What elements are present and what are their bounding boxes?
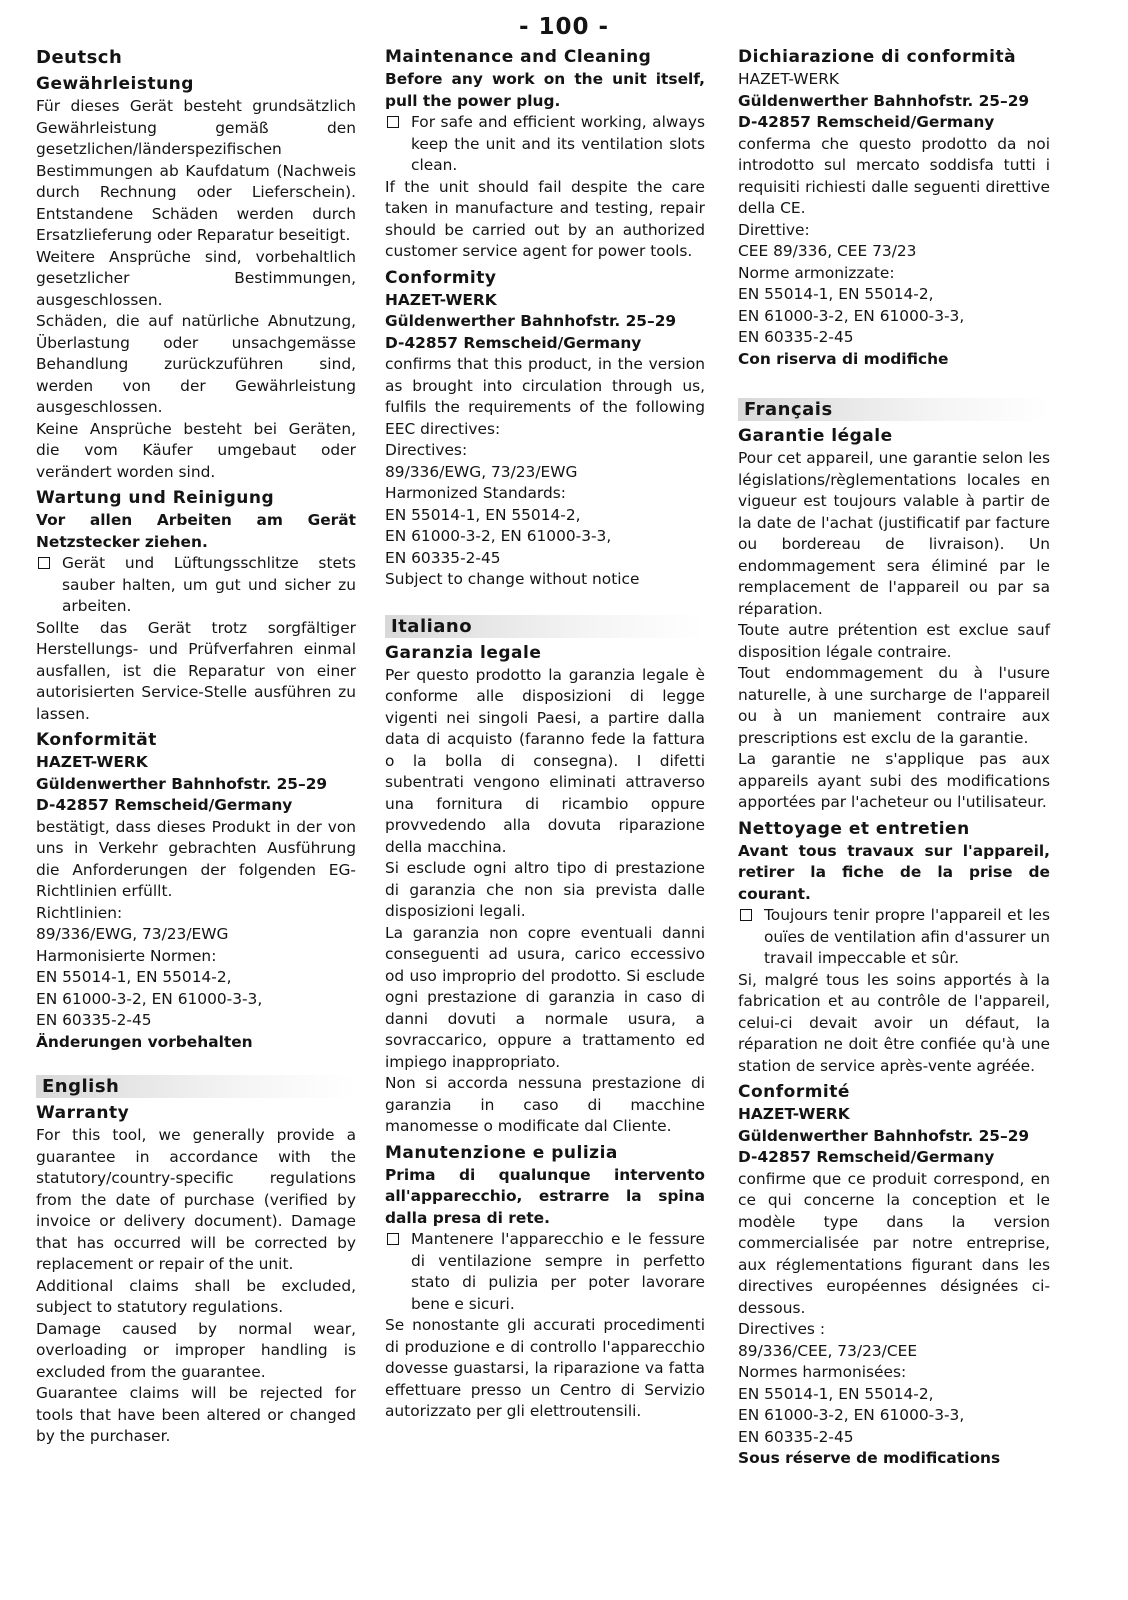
maintenance-bullet-text-fr: Toujours tenir propre l'appareil et les ouïes de ventilation afin d'assurer un travail impeccable et sûr. (764, 906, 1050, 967)
warranty-heading-fr: Garantie légale (738, 426, 893, 446)
maintenance-heading-en: Maintenance and Cleaning (385, 47, 652, 67)
company-city-fr: D-42857 Remscheid/Germany (738, 1148, 995, 1166)
conformity-heading-it: Dichiarazione di conformità (738, 47, 1017, 67)
column-middle (385, 46, 705, 1423)
company-name-it: HAZET-WERK (738, 70, 840, 88)
section-deutsch (36, 46, 356, 1053)
warranty-paragraph-it-2: Si esclude ogni altro tipo di prestazione di garanzia che non sia prevista dalle disposizioni legali. (385, 859, 705, 920)
warranty-paragraph-fr-4: La garantie ne s'applique pas aux appareils ayant subi des modifications apportées par l'acheteur ou l'utilisateur. (738, 750, 1050, 811)
maintenance-bullet-en (385, 112, 705, 177)
company-name-fr: HAZET-WERK (738, 1105, 850, 1123)
conformity-heading-en: Conformity (385, 267, 497, 288)
section-italiano-conformity (738, 46, 1050, 370)
language-heading-english: English (36, 1075, 356, 1098)
warranty-paragraph-fr-1: Pour cet appareil, une garantie selon les législations/règlementations locales en vigueur est toujours valable à partir de la date de l'achat (justificatif par facture ou bordereau de livraison). Un endommagement sera éliminé par le remplacement de l'appareil ou par sa réparation. (738, 449, 1050, 618)
language-heading-italiano: Italiano (385, 615, 705, 638)
maintenance-bullet-text-en: For safe and efficient working, always keep the unit and its ventilation slots clean. (411, 113, 705, 174)
maintenance-heading-it: Manutenzione e pulizia (385, 1142, 618, 1163)
maintenance-paragraph-de: Sollte das Gerät trotz sorgfältiger Herstellungs- und Prüfverfahren einmal ausfallen, ist die Reparatur von einer autorisierten Service-Stelle ausführen zu lassen. (36, 618, 356, 723)
section-english-continued (385, 46, 705, 591)
spacer (36, 1053, 356, 1065)
standards-line-en-1: EN 55014-1, EN 55014-2, (385, 505, 581, 524)
warranty-paragraph-it-1: Per questo prodotto la garanzia legale è conforme alle disposizioni di legge vigenti nei singoli Paesi, a partire dalla data di acquisto (faranno fede la fattura o la bolla di consegna). I difetti subentrati vengono eliminati attraverso una fornitura di ricambio oppure provvedendo alla dovuta riparazione della macchina. (385, 665, 705, 856)
change-note-it: Con riserva di modifiche (738, 349, 949, 368)
company-city-en: D-42857 Remscheid/Germany (385, 333, 642, 352)
standards-label-fr: Normes harmonisées: (738, 1363, 907, 1381)
company-name-de: HAZET-WERK (36, 753, 148, 771)
warranty-paragraph-en-1: For this tool, we generally provide a guarantee in accordance with the statutory/country-specific regulations from the date of purchase (verified by invoice or delivery document). Damage that has occurred will be corrected by replacement or repair of the unit. (36, 1126, 356, 1273)
standards-line-de-2: EN 61000-3-2, EN 61000-3-3, (36, 989, 263, 1008)
section-francais (738, 398, 1050, 1470)
company-street-en: Güldenwerther Bahnhofstr. 25–29 (385, 312, 677, 330)
warranty-paragraph-de-1: Für dieses Gerät besteht grundsätzlich Gewährleistung gemäß den gesetzlichen/länderspezifischen Bestimmungen ab Kaufdatum (Nachweis durch Rechnung oder Lieferschein). Entstandene Schäden werden durch Ersatzlieferung oder Reparatur beseitigt. (36, 97, 356, 244)
maintenance-bullet-text-de: Gerät und Lüftungsschlitze stets sauber halten, um gut und sicher zu arbeiten. (62, 554, 356, 615)
standards-line-de-1: EN 55014-1, EN 55014-2, (36, 968, 232, 986)
maintenance-bullet-it (385, 1229, 705, 1315)
warranty-heading-it: Garanzia legale (385, 642, 542, 663)
warranty-paragraph-en-4: Guarantee claims will be rejected for tools that have been altered or changed by the purchaser. (36, 1384, 356, 1445)
page-number: - 100 - (518, 14, 610, 40)
standards-line-it-2: EN 61000-3-2, EN 61000-3-3, (738, 306, 965, 325)
checkbox-bullet-icon (387, 116, 399, 128)
warranty-paragraph-fr-3: Tout endommagement du à l'usure naturelle, à une surcharge de l'appareil ou à un maniement contraire aux prescriptions est exclu de la garantie. (738, 664, 1050, 747)
warranty-paragraph-de-3: Schäden, die auf natürliche Abnutzung, Überlastung oder unsachgemässe Behandlung zurückzuführen sind, werden von der Gewährleistung ausgeschlossen. (36, 312, 356, 416)
spacer (738, 370, 1050, 388)
section-english-warranty (36, 1075, 356, 1448)
language-heading-francais: Français (738, 398, 1050, 421)
column-right (738, 46, 1050, 1470)
conformity-heading-de: Konformität (36, 730, 157, 750)
company-street-fr: Güldenwerther Bahnhofstr. 25–29 (738, 1126, 1030, 1145)
company-city-de: D-42857 Remscheid/Germany (36, 796, 293, 814)
standards-line-it-3: EN 60335-2-45 (738, 328, 854, 346)
change-note-fr: Sous réserve de modifications (738, 1449, 1001, 1467)
warranty-heading-de: Gewährleistung (36, 74, 194, 94)
standards-label-it: Norme armonizzate: (738, 263, 895, 282)
warranty-paragraph-en-3: Damage caused by normal wear, overloading or improper handling is excluded from the guarantee. (36, 1319, 356, 1381)
conformity-paragraph-de: bestätigt, dass dieses Produkt in der von uns in Verkehr gebrachten Ausführung die Anforderungen der folgenden EG-Richtlinien erfüllt. (36, 817, 356, 900)
maintenance-warning-it: Prima di qualunque intervento all'apparecchio, estrarre la spina dalla presa di rete. (385, 1165, 705, 1227)
directives-label-de: Richtlinien: (36, 903, 123, 922)
standards-label-de: Harmonisierte Normen: (36, 946, 217, 965)
warranty-paragraph-de-4: Keine Ansprüche besteht bei Geräten, die vom Käufer umgebaut oder verändert worden sind. (36, 419, 356, 481)
maintenance-bullet-fr (738, 905, 1050, 970)
checkbox-bullet-icon (740, 909, 752, 921)
maintenance-bullet-de (36, 553, 356, 618)
maintenance-paragraph-en: If the unit should fail despite the care taken in manufacture and testing, repair should be carried out by an authorized customer service agent for power tools. (385, 177, 705, 260)
maintenance-paragraph-fr: Si, malgré tous les soins apportés à la fabrication et au contrôle de l'appareil, celui-ci devait avoir un défaut, la réparation ne doit être confiée qu'à une station de service après-vente agréée. (738, 970, 1050, 1075)
maintenance-warning-fr: Avant tous travaux sur l'appareil, retirer la fiche de la prise de courant. (738, 841, 1050, 903)
language-heading-deutsch: Deutsch (36, 47, 123, 68)
warranty-paragraph-fr-2: Toute autre prétention est exclue sauf disposition légale contraire. (738, 621, 1050, 661)
company-city-it: D-42857 Remscheid/Germany (738, 113, 995, 131)
directives-label-en: Directives: (385, 441, 468, 459)
warranty-paragraph-en-2: Additional claims shall be excluded, subject to statutory regulations. (36, 1276, 356, 1316)
maintenance-warning-en: Before any work on the unit itself, pull the power plug. (385, 70, 705, 110)
checkbox-bullet-icon (387, 1233, 399, 1245)
section-italiano (385, 615, 705, 1423)
standards-line-en-2: EN 61000-3-2, EN 61000-3-3, (385, 527, 612, 545)
warranty-paragraph-de-2: Weitere Ansprüche sind, vorbehaltlich gesetzlicher Bestimmungen, ausgeschlossen. (36, 247, 356, 309)
directives-label-it: Direttive: (738, 220, 810, 239)
standards-line-de-3: EN 60335-2-45 (36, 1011, 152, 1029)
maintenance-heading-fr: Nettoyage et entretien (738, 818, 970, 839)
checkbox-bullet-icon (38, 557, 50, 569)
conformity-paragraph-en: confirms that this product, in the version as brought into circulation through us, fulfils the requirements of the following EEC directives: (385, 355, 705, 438)
conformity-paragraph-fr: confirme que ce produit correspond, en ce qui concerne la conception et le modèle type dans la version commercialisée par notre entreprise, aux réglementations figurant dans les directives européennes désignées ci-dessous. (738, 1169, 1050, 1317)
directives-label-fr: Directives : (738, 1320, 826, 1338)
change-note-en: Subject to change without notice (385, 570, 640, 588)
company-name-en: HAZET-WERK (385, 290, 497, 309)
standards-line-it-1: EN 55014-1, EN 55014-2, (738, 285, 934, 303)
standards-line-fr-3: EN 60335-2-45 (738, 1427, 854, 1446)
spacer (385, 591, 705, 605)
company-street-it: Güldenwerther Bahnhofstr. 25–29 (738, 91, 1030, 110)
change-note-de: Änderungen vorbehalten (36, 1032, 253, 1051)
directives-it: CEE 89/336, CEE 73/23 (738, 242, 917, 260)
directives-en: 89/336/EWG, 73/23/EWG (385, 462, 578, 481)
conformity-heading-fr: Conformité (738, 1082, 850, 1102)
company-street-de: Güldenwerther Bahnhofstr. 25–29 (36, 774, 328, 793)
column-left (36, 46, 356, 1448)
standards-line-fr-2: EN 61000-3-2, EN 61000-3-3, (738, 1406, 965, 1424)
maintenance-warning-de: Vor allen Arbeiten am Gerät Netzstecker ziehen. (36, 511, 356, 551)
warranty-paragraph-it-3: La garanzia non copre eventuali danni conseguenti ad usura, carico eccessivo od uso improprio del prodotto. Si esclude ogni prestazione di garanzia in caso di danni dovuti a normale usura, a sovraccarico, oppure a trattamento ed impiego inappropriato. (385, 923, 705, 1071)
conformity-paragraph-it: conferma che questo prodotto da noi introdotto sul mercato soddisfa tutti i requisiti richiesti dalle seguenti direttive della CE. (738, 134, 1050, 217)
maintenance-heading-de: Wartung und Reinigung (36, 488, 275, 508)
standards-label-en: Harmonized Standards: (385, 484, 566, 502)
maintenance-paragraph-it: Se nonostante gli accurati procedimenti di produzione e di controllo l'apparecchio dovesse guastarsi, la riparazione va fatta effettuare presso un Centro di Servizio autorizzato per gli elettroutensili. (385, 1316, 705, 1420)
standards-line-en-3: EN 60335-2-45 (385, 548, 501, 567)
directives-fr: 89/336/CEE, 73/23/CEE (738, 1341, 918, 1360)
standards-line-fr-1: EN 55014-1, EN 55014-2, (738, 1384, 934, 1403)
warranty-heading-en: Warranty (36, 1103, 130, 1123)
maintenance-bullet-text-it: Mantenere l'apparecchio e le fessure di ventilazione sempre in perfetto stato di pulizia per poter lavorare bene e sicuri. (411, 1230, 705, 1313)
warranty-paragraph-it-4: Non si accorda nessuna prestazione di garanzia in caso di macchine manomesse o modificate dal Cliente. (385, 1074, 705, 1135)
directives-de: 89/336/EWG, 73/23/EWG (36, 925, 229, 943)
